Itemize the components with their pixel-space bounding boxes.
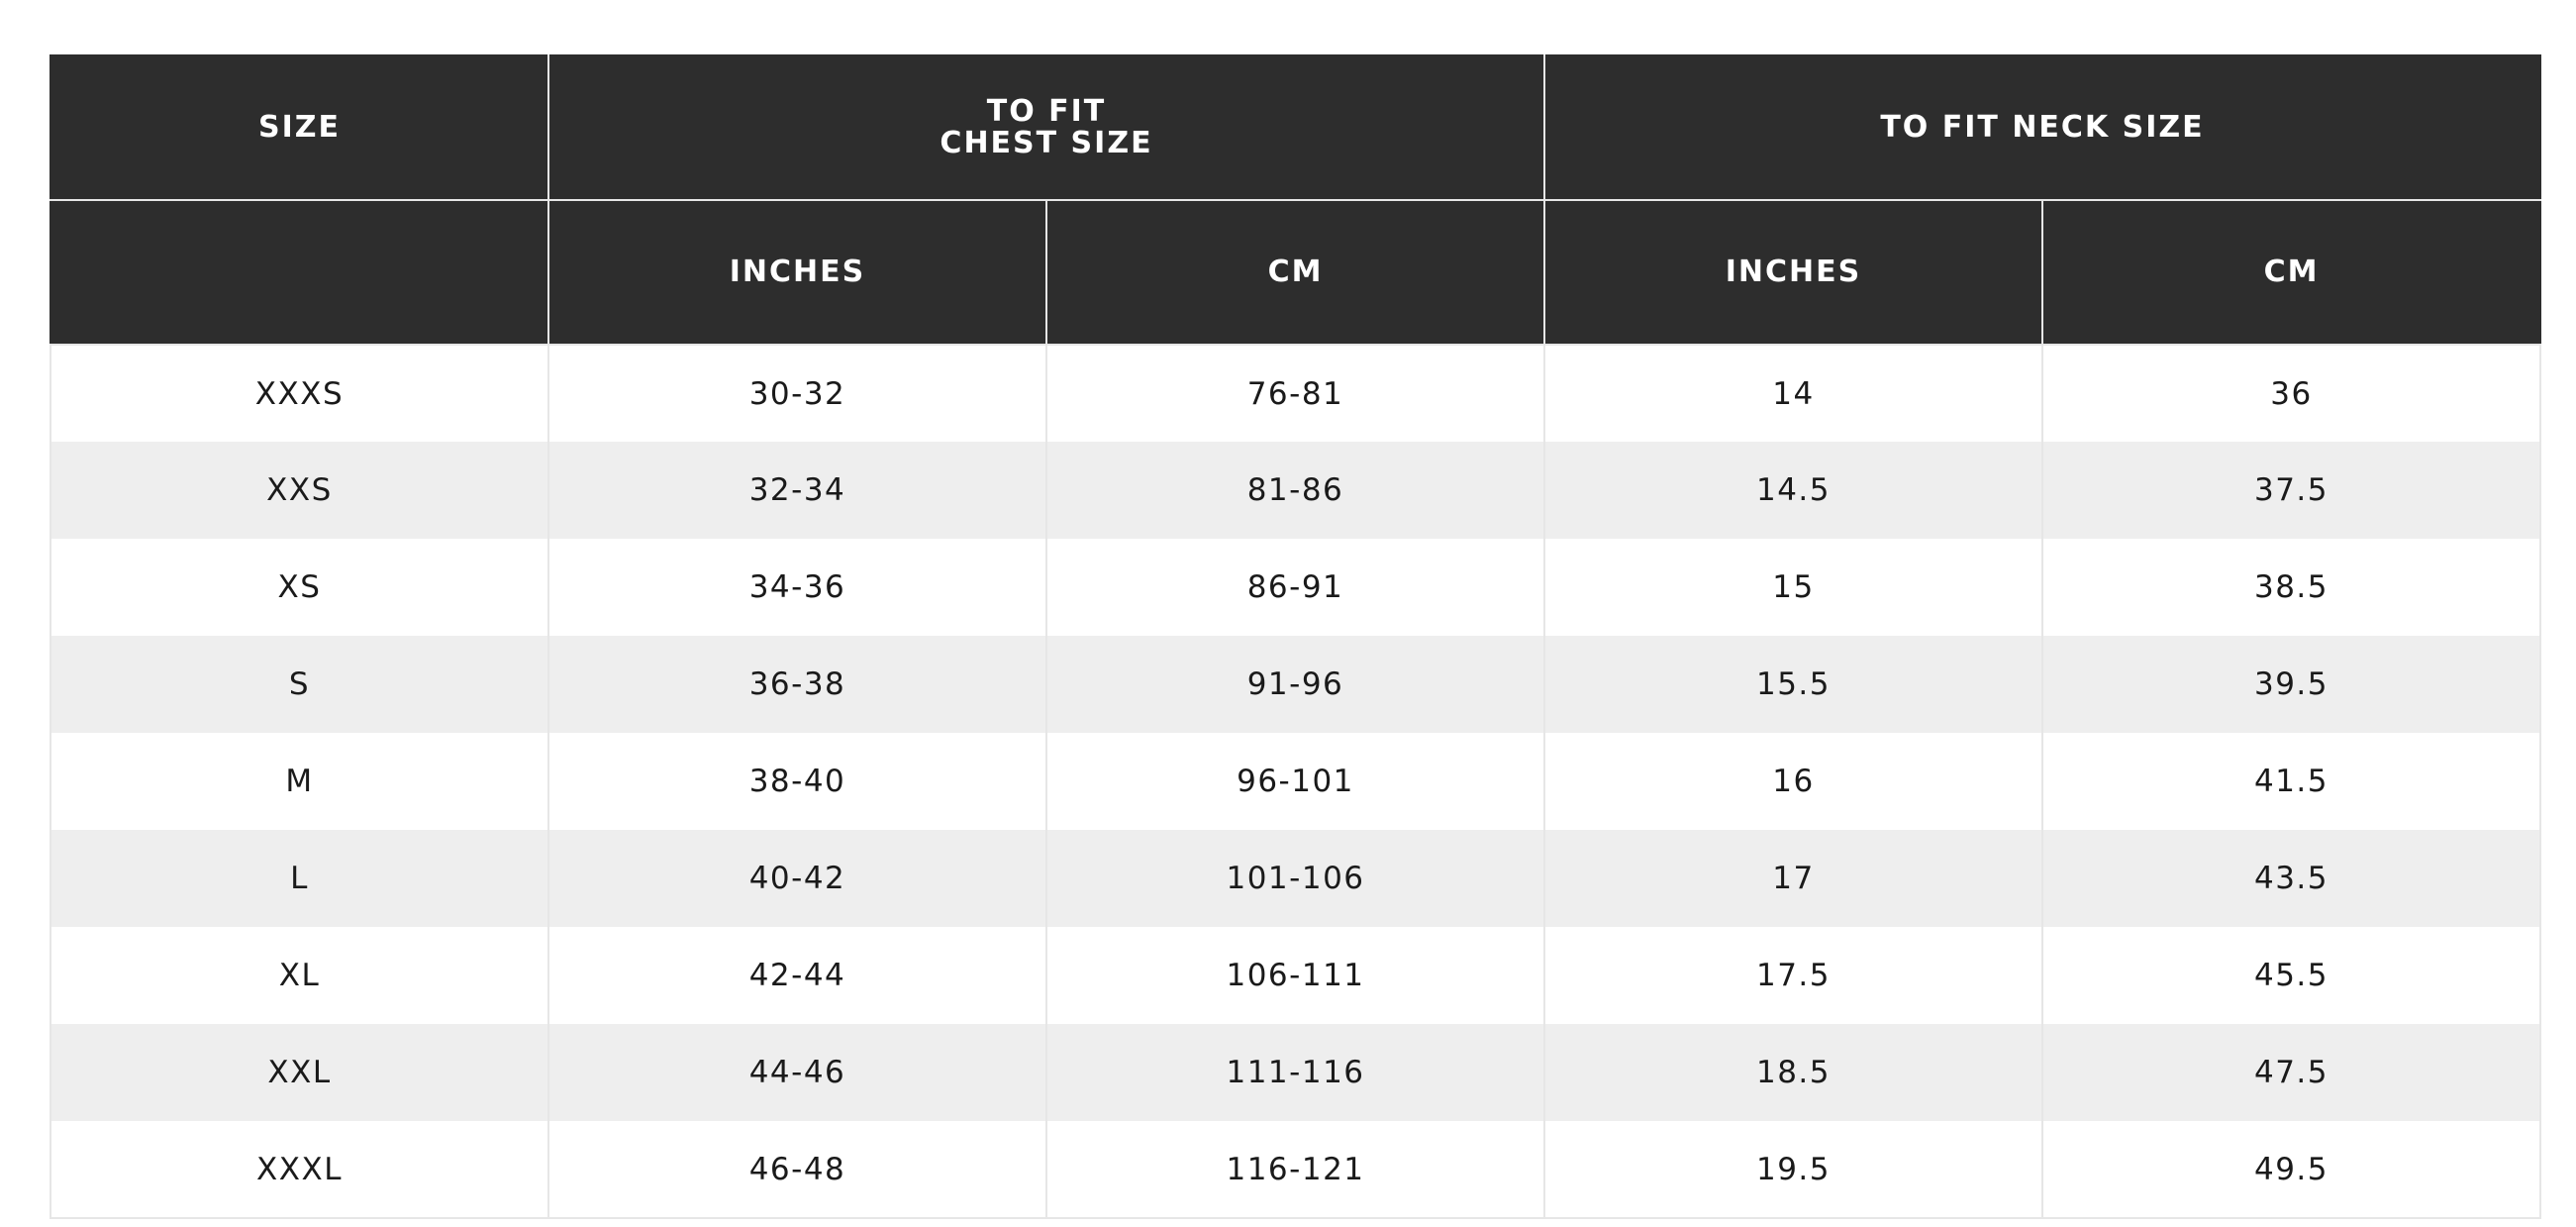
cell-chest-cm: 86-91: [1046, 539, 1544, 636]
cell-chest-cm: 111-116: [1046, 1024, 1544, 1121]
table-row: [50, 1121, 2540, 1218]
cell-size: XXS: [50, 442, 548, 539]
size-chart-body: [50, 345, 2540, 1218]
table-row: [50, 345, 2540, 442]
cell-chest-inches: 38-40: [548, 733, 1046, 830]
cell-chest-inches: 40-42: [548, 830, 1046, 927]
header-size: SIZE: [50, 55, 548, 200]
cell-size: L: [50, 830, 548, 927]
size-chart-table: [50, 54, 2541, 1219]
cell-chest-cm: 81-86: [1046, 442, 1544, 539]
header-size-sub: [50, 200, 548, 345]
table-row: [50, 733, 2540, 830]
cell-chest-cm: 76-81: [1046, 345, 1544, 442]
cell-chest-inches: 44-46: [548, 1024, 1046, 1121]
header-row-top: [50, 55, 2540, 200]
table-row: [50, 1024, 2540, 1121]
cell-chest-cm: 91-96: [1046, 636, 1544, 733]
cell-chest-cm: 96-101: [1046, 733, 1544, 830]
header-chest-group-label: TO FIT CHEST SIZE: [940, 94, 1153, 160]
cell-size: S: [50, 636, 548, 733]
cell-neck-cm: 45.5: [2042, 927, 2540, 1024]
cell-chest-inches: 30-32: [548, 345, 1046, 442]
cell-neck-inches: 17.5: [1544, 927, 2042, 1024]
cell-neck-cm: 49.5: [2042, 1121, 2540, 1218]
table-row: [50, 539, 2540, 636]
cell-neck-cm: 38.5: [2042, 539, 2540, 636]
cell-chest-cm: 101-106: [1046, 830, 1544, 927]
cell-neck-inches: 17: [1544, 830, 2042, 927]
header-row-sub: [50, 200, 2540, 345]
cell-chest-cm: 116-121: [1046, 1121, 1544, 1218]
cell-neck-cm: 43.5: [2042, 830, 2540, 927]
table-row: [50, 636, 2540, 733]
table-row: [50, 442, 2540, 539]
header-neck-group: TO FIT NECK SIZE: [1544, 55, 2540, 200]
size-chart-header: [50, 55, 2540, 345]
cell-chest-inches: 34-36: [548, 539, 1046, 636]
header-neck-cm: CM: [2042, 200, 2540, 345]
cell-size: XXXS: [50, 345, 548, 442]
table-row: [50, 927, 2540, 1024]
size-chart-container: [50, 54, 2539, 1219]
header-chest-cm: CM: [1046, 200, 1544, 345]
cell-neck-cm: 39.5: [2042, 636, 2540, 733]
cell-size: XS: [50, 539, 548, 636]
cell-chest-cm: 106-111: [1046, 927, 1544, 1024]
cell-chest-inches: 36-38: [548, 636, 1046, 733]
cell-neck-inches: 16: [1544, 733, 2042, 830]
cell-size: XXL: [50, 1024, 548, 1121]
header-chest-inches: INCHES: [548, 200, 1046, 345]
cell-neck-cm: 41.5: [2042, 733, 2540, 830]
cell-neck-inches: 14.5: [1544, 442, 2042, 539]
cell-neck-inches: 15: [1544, 539, 2042, 636]
cell-chest-inches: 42-44: [548, 927, 1046, 1024]
cell-chest-inches: 46-48: [548, 1121, 1046, 1218]
cell-size: M: [50, 733, 548, 830]
header-chest-group: [548, 55, 1544, 200]
cell-neck-inches: 14: [1544, 345, 2042, 442]
cell-neck-cm: 47.5: [2042, 1024, 2540, 1121]
cell-chest-inches: 32-34: [548, 442, 1046, 539]
cell-neck-inches: 18.5: [1544, 1024, 2042, 1121]
table-row: [50, 830, 2540, 927]
cell-neck-cm: 37.5: [2042, 442, 2540, 539]
cell-neck-inches: 19.5: [1544, 1121, 2042, 1218]
cell-neck-cm: 36: [2042, 345, 2540, 442]
cell-size: XXXL: [50, 1121, 548, 1218]
header-neck-inches: INCHES: [1544, 200, 2042, 345]
cell-size: XL: [50, 927, 548, 1024]
cell-neck-inches: 15.5: [1544, 636, 2042, 733]
